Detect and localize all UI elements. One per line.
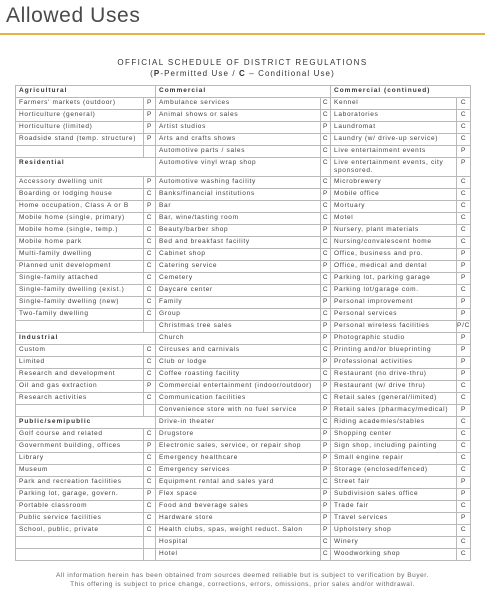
use-name: Government building, offices — [16, 441, 144, 453]
use-name: Personal services — [331, 309, 457, 321]
use-name: Subdivision sales office — [331, 489, 457, 501]
use-name: Trade fair — [331, 501, 457, 513]
use-name: Live entertainment events — [331, 146, 457, 158]
use-code: C — [144, 513, 156, 525]
table-row — [16, 453, 471, 465]
table-row — [16, 489, 471, 501]
use-name: Group — [156, 309, 321, 321]
use-code: C — [457, 501, 471, 513]
use-code: P/C — [457, 321, 471, 333]
use-code: C — [321, 158, 331, 177]
use-code: P — [321, 465, 331, 477]
use-name: Ambulance services — [156, 98, 321, 110]
table-row — [16, 501, 471, 513]
use-code: C — [457, 285, 471, 297]
use-code: P — [457, 261, 471, 273]
use-name: Parking lot, garage, govern. — [16, 489, 144, 501]
use-name: Street fair — [331, 477, 457, 489]
table-row — [16, 369, 471, 381]
use-code: C — [457, 110, 471, 122]
use-name: Museum — [16, 465, 144, 477]
use-code: P — [144, 441, 156, 453]
use-name: Parking lot, parking garage — [331, 273, 457, 285]
use-code: P — [144, 134, 156, 146]
use-code: C — [321, 177, 331, 189]
use-name: Health clubs, spas, weight reduct. Salon — [156, 525, 321, 537]
category-heading: Commercial — [156, 86, 331, 98]
table-row — [16, 297, 471, 309]
use-name: Boarding or lodging house — [16, 189, 144, 201]
use-code: P — [457, 249, 471, 261]
table-row — [16, 309, 471, 321]
use-code: C — [321, 309, 331, 321]
use-name: Coffee roasting facility — [156, 369, 321, 381]
use-code: C — [457, 429, 471, 441]
use-name: Church — [156, 333, 321, 345]
use-name: Live entertainment events, city sponsored. — [331, 158, 457, 177]
use-name: Hotel — [156, 549, 321, 561]
use-code: C — [144, 525, 156, 537]
use-name: Beauty/barber shop — [156, 225, 321, 237]
use-code — [144, 146, 156, 158]
use-code: C — [144, 297, 156, 309]
use-code: P — [457, 146, 471, 158]
use-code: C — [321, 273, 331, 285]
use-name: Cabinet shop — [156, 249, 321, 261]
table-row — [16, 177, 471, 189]
use-code: P — [321, 189, 331, 201]
use-code: C — [144, 465, 156, 477]
use-code: C — [321, 237, 331, 249]
use-name: Retail sales (pharmacy/medical) — [331, 405, 457, 417]
use-name: Farmers' markets (outdoor) — [16, 98, 144, 110]
use-code: P — [321, 321, 331, 333]
use-name: Bar, wine/tasting room — [156, 213, 321, 225]
use-code: P — [144, 381, 156, 393]
use-name: Limited — [16, 357, 144, 369]
use-code: P — [321, 297, 331, 309]
use-name: Club or lodge — [156, 357, 321, 369]
use-name: Woodworking shop — [331, 549, 457, 561]
use-name: Research activities — [16, 393, 144, 405]
legend-open: ( — [150, 69, 154, 78]
use-name: Restaurant (no drive-thru) — [331, 369, 457, 381]
use-name: Personal improvement — [331, 297, 457, 309]
use-code: C — [457, 201, 471, 213]
use-code: C — [144, 345, 156, 357]
use-name: Drive-in theater — [156, 417, 321, 429]
use-code: C — [144, 225, 156, 237]
use-code: P — [457, 273, 471, 285]
use-name: Roadside stand (temp. structure) — [16, 134, 144, 146]
table-row — [16, 405, 471, 417]
use-code: P — [457, 345, 471, 357]
use-code: C — [457, 237, 471, 249]
use-name: Arts and crafts shows — [156, 134, 321, 146]
use-code: C — [321, 537, 331, 549]
table-row — [16, 549, 471, 561]
use-name: Personal wireless facilities — [331, 321, 457, 333]
use-name: Storage (enclosed/fenced) — [331, 465, 457, 477]
disclaimer-line-1: All information herein has been obtained from sources deemed reliable but is subject to verification by Buyer. — [55, 572, 430, 579]
table-row — [16, 201, 471, 213]
use-code: C — [144, 237, 156, 249]
use-code: P — [321, 357, 331, 369]
use-code: P — [321, 501, 331, 513]
table-row — [16, 333, 471, 345]
table-row — [16, 441, 471, 453]
use-code: P — [321, 333, 331, 345]
use-name: Mobile office — [331, 189, 457, 201]
use-name: Convenience store with no fuel service — [156, 405, 321, 417]
use-code: P — [144, 122, 156, 134]
use-code: C — [321, 417, 331, 429]
use-code: P — [321, 513, 331, 525]
use-code: C — [144, 369, 156, 381]
use-name: Emergency services — [156, 465, 321, 477]
use-code: C — [457, 465, 471, 477]
use-code: C — [457, 393, 471, 405]
use-code: P — [144, 177, 156, 189]
use-name: Banks/financial institutions — [156, 189, 321, 201]
table-row — [16, 189, 471, 201]
use-code: C — [321, 393, 331, 405]
legend-p-code: P — [153, 69, 161, 78]
use-code — [144, 405, 156, 417]
use-code: P — [457, 489, 471, 501]
use-name: Bed and breakfast facility — [156, 237, 321, 249]
use-code: C — [321, 477, 331, 489]
use-name: Horticulture (limited) — [16, 122, 144, 134]
use-code: C — [144, 477, 156, 489]
use-name: Research and development — [16, 369, 144, 381]
category-heading: Agricultural — [16, 86, 156, 98]
schedule-heading: OFFICIAL SCHEDULE OF DISTRICT REGULATIONS — [117, 58, 368, 67]
use-code: C — [321, 146, 331, 158]
table-row — [16, 122, 471, 134]
use-name: Small engine repair — [331, 453, 457, 465]
table-row — [16, 134, 471, 146]
table-row — [16, 273, 471, 285]
table-row — [16, 213, 471, 225]
table-row — [16, 537, 471, 549]
use-name: Drugstore — [156, 429, 321, 441]
use-name: Public service facilities — [16, 513, 144, 525]
use-code — [144, 321, 156, 333]
use-name: Home occupation, Class A or B — [16, 201, 144, 213]
use-name: Printing and/or blueprinting — [331, 345, 457, 357]
use-code: C — [144, 273, 156, 285]
use-name: Park and recreation facilities — [16, 477, 144, 489]
use-name: Animal shows or sales — [156, 110, 321, 122]
use-name: Office, medical and dental — [331, 261, 457, 273]
use-code: C — [144, 249, 156, 261]
use-name: Nursery, plant materials — [331, 225, 457, 237]
category-heading: Commercial (continued) — [331, 86, 471, 98]
use-name: Accessory dwelling unit — [16, 177, 144, 189]
table-row — [16, 321, 471, 333]
use-code: P — [144, 110, 156, 122]
use-code — [144, 537, 156, 549]
use-name — [16, 549, 144, 561]
use-code: C — [321, 213, 331, 225]
use-code: P — [457, 477, 471, 489]
use-name: Upholstery shop — [331, 525, 457, 537]
use-name: Kennel — [331, 98, 457, 110]
use-code: P — [144, 201, 156, 213]
use-name: Equipment rental and sales yard — [156, 477, 321, 489]
table-row — [16, 237, 471, 249]
use-name: Single-family attached — [16, 273, 144, 285]
use-name: Automotive washing facility — [156, 177, 321, 189]
use-name: Daycare center — [156, 285, 321, 297]
use-name: Travel services — [331, 513, 457, 525]
use-name: Circuses and carnivals — [156, 345, 321, 357]
table-row — [16, 429, 471, 441]
use-name: Laundromat — [331, 122, 457, 134]
table-row — [16, 477, 471, 489]
page-title: Allowed Uses — [6, 4, 141, 27]
use-code: P — [321, 225, 331, 237]
use-name: School, public, private — [16, 525, 144, 537]
use-name: Hospital — [156, 537, 321, 549]
use-code: C — [144, 501, 156, 513]
use-name: Riding academies/stables — [331, 417, 457, 429]
table-row — [16, 513, 471, 525]
use-name: Laundry (w/ drive-up service) — [331, 134, 457, 146]
use-code: P — [144, 489, 156, 501]
legend-line — [0, 69, 485, 78]
use-name: Library — [16, 453, 144, 465]
table-row — [16, 98, 471, 110]
regulations-table — [15, 85, 471, 561]
use-name: Golf course and related — [16, 429, 144, 441]
use-name: Professional activities — [331, 357, 457, 369]
use-code: C — [457, 381, 471, 393]
legend-c-text: – Conditional Use) — [245, 69, 335, 78]
use-name — [16, 146, 144, 158]
table-row — [16, 525, 471, 537]
use-name: Single-family dwelling (new) — [16, 297, 144, 309]
use-name: Photographic studio — [331, 333, 457, 345]
use-name: Restaurant (w/ drive thru) — [331, 381, 457, 393]
use-name: Flex space — [156, 489, 321, 501]
use-code: C — [144, 309, 156, 321]
table-row — [16, 285, 471, 297]
use-name: Winery — [331, 537, 457, 549]
use-code: C — [144, 189, 156, 201]
use-code: C — [457, 441, 471, 453]
use-code: P — [321, 441, 331, 453]
use-code: P — [321, 429, 331, 441]
category-heading: Public/semipublic — [16, 417, 156, 429]
use-name: Mobile home (single, temp.) — [16, 225, 144, 237]
use-name: Planned unit development — [16, 261, 144, 273]
use-code: C — [457, 98, 471, 110]
use-code: P — [457, 369, 471, 381]
use-code: P — [457, 309, 471, 321]
use-code: C — [457, 134, 471, 146]
table-row — [16, 146, 471, 158]
use-code: C — [321, 369, 331, 381]
use-code: P — [321, 405, 331, 417]
use-code: C — [144, 453, 156, 465]
table-row — [16, 158, 471, 177]
use-name: Catering service — [156, 261, 321, 273]
use-code: P — [321, 122, 331, 134]
use-name: Mortuary — [331, 201, 457, 213]
use-name: Parking lot/garage com. — [331, 285, 457, 297]
use-name: Oil and gas extraction — [16, 381, 144, 393]
use-code: C — [144, 429, 156, 441]
use-code: C — [457, 225, 471, 237]
use-name — [16, 537, 144, 549]
use-code: C — [321, 249, 331, 261]
use-name: Laboratories — [331, 110, 457, 122]
use-code: C — [457, 213, 471, 225]
use-code: C — [457, 525, 471, 537]
use-name: Emergency healthcare — [156, 453, 321, 465]
use-name: Christmas tree sales — [156, 321, 321, 333]
use-code: C — [457, 453, 471, 465]
use-code: C — [321, 98, 331, 110]
use-code: C — [457, 537, 471, 549]
table-row — [16, 261, 471, 273]
table-row — [16, 86, 471, 98]
title-underline — [0, 33, 485, 35]
use-name: Office, business and pro. — [331, 249, 457, 261]
use-code: P — [321, 261, 331, 273]
disclaimer-line-2: This offering is subject to price change, corrections, errors, omissions, prior sales and/or withdrawal. — [70, 581, 415, 588]
regulations-table-body — [16, 86, 471, 561]
use-code: P — [321, 525, 331, 537]
use-name: Electronic sales, service, or repair shop — [156, 441, 321, 453]
table-row — [16, 465, 471, 477]
use-name: Automotive vinyl wrap shop — [156, 158, 321, 177]
use-code: P — [457, 158, 471, 177]
use-code: C — [144, 261, 156, 273]
use-name: Nursing/convalescent home — [331, 237, 457, 249]
use-code: P — [144, 98, 156, 110]
use-name: Commercial entertainment (indoor/outdoor) — [156, 381, 321, 393]
use-name: Automotive parts / sales — [156, 146, 321, 158]
use-name: Microbrewery — [331, 177, 457, 189]
use-name: Horticulture (general) — [16, 110, 144, 122]
table-row — [16, 393, 471, 405]
use-code: C — [457, 122, 471, 134]
use-code: C — [144, 285, 156, 297]
category-heading: Industrial — [16, 333, 156, 345]
category-heading: Residential — [16, 158, 156, 177]
use-code: P — [321, 381, 331, 393]
use-name: Sign shop, including painting — [331, 441, 457, 453]
use-name: Mobile home (single, primary) — [16, 213, 144, 225]
use-code: C — [144, 357, 156, 369]
use-name: Hardware store — [156, 513, 321, 525]
use-code — [144, 549, 156, 561]
table-row — [16, 381, 471, 393]
use-code: C — [321, 285, 331, 297]
table-row — [16, 110, 471, 122]
table-row — [16, 225, 471, 237]
use-name: Artist studios — [156, 122, 321, 134]
use-code: C — [457, 549, 471, 561]
use-name: Shopping center — [331, 429, 457, 441]
use-name: Communication facilities — [156, 393, 321, 405]
use-code: C — [457, 417, 471, 429]
use-code: C — [144, 213, 156, 225]
use-name — [16, 321, 144, 333]
disclaimer — [0, 571, 485, 589]
use-code: C — [321, 134, 331, 146]
use-name: Family — [156, 297, 321, 309]
use-name: Custom — [16, 345, 144, 357]
use-code: C — [457, 189, 471, 201]
legend-c-code: C — [239, 69, 246, 78]
use-code: C — [321, 345, 331, 357]
use-code: P — [457, 513, 471, 525]
use-code: C — [321, 110, 331, 122]
use-code: C — [457, 177, 471, 189]
use-name: Retail sales (general/limited) — [331, 393, 457, 405]
use-code: P — [321, 489, 331, 501]
use-code: P — [457, 357, 471, 369]
use-code: C — [321, 549, 331, 561]
use-name: Food and beverage sales — [156, 501, 321, 513]
use-code: P — [457, 333, 471, 345]
table-row — [16, 249, 471, 261]
use-name: Motel — [331, 213, 457, 225]
use-code: C — [321, 201, 331, 213]
use-code: P — [457, 297, 471, 309]
use-name: Multi-family dwelling — [16, 249, 144, 261]
use-name: Portable classroom — [16, 501, 144, 513]
use-name — [16, 405, 144, 417]
use-name: Bar — [156, 201, 321, 213]
use-code: C — [144, 393, 156, 405]
table-row — [16, 357, 471, 369]
use-name: Cemetery — [156, 273, 321, 285]
legend-p-text: -Permitted Use / — [160, 69, 240, 78]
use-name: Two-family dwelling — [16, 309, 144, 321]
table-row — [16, 345, 471, 357]
table-row — [16, 417, 471, 429]
use-name: Single-family dwelling (exist.) — [16, 285, 144, 297]
use-code: P — [457, 405, 471, 417]
use-code: P — [321, 453, 331, 465]
use-name: Mobile home park — [16, 237, 144, 249]
